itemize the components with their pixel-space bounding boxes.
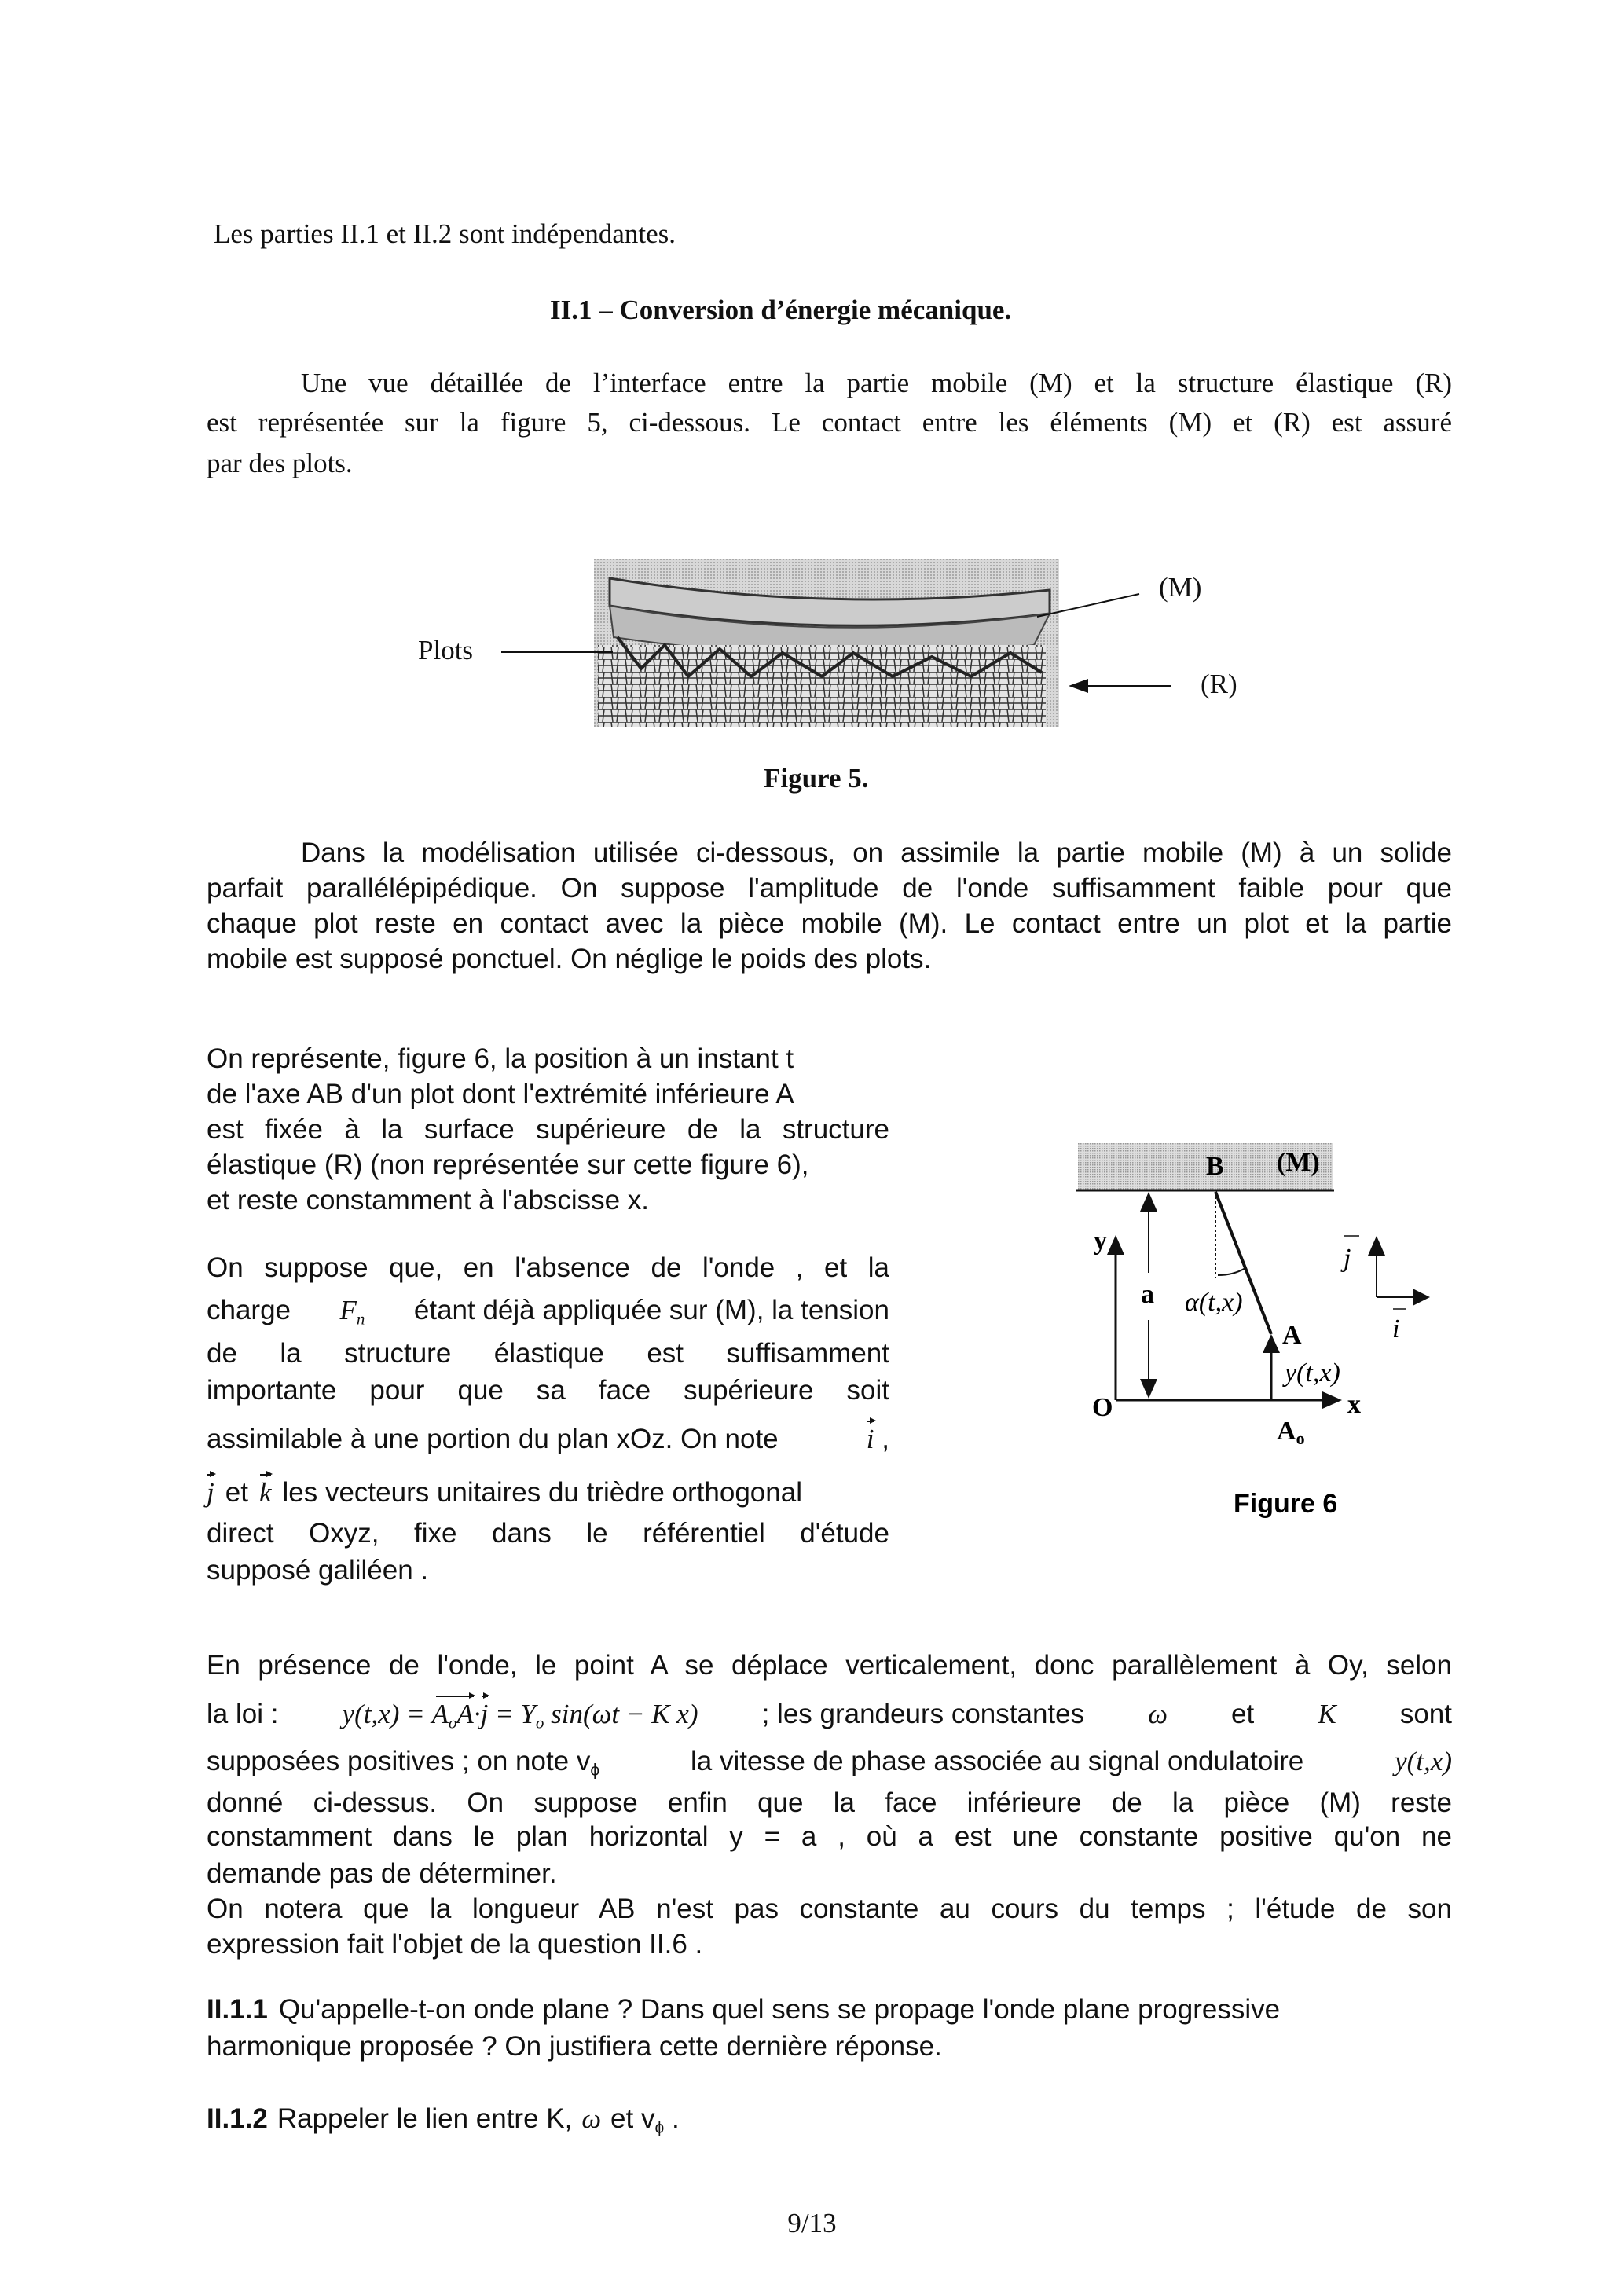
label-m: (M) (1277, 1148, 1320, 1177)
vector-a0a (432, 1700, 474, 1731)
figure6-caption: Figure 6 (1234, 1489, 1338, 1519)
label-b: B (1206, 1152, 1224, 1181)
question-number: II.1.1 (207, 1994, 268, 2025)
math-f (340, 1296, 365, 1327)
para3-line: On représente, figure 6, la position à un instant t (207, 1043, 794, 1074)
text: . (671, 2103, 680, 2134)
figure5-arrows (0, 0, 1624, 786)
question-text: Qu'appelle-t-on onde plane ? Dans quel sens se propage l'onde plane progressive (278, 1994, 1281, 2025)
para4-line (207, 1296, 889, 1327)
para1-line: Une vue détaillée de l’interface entre la partie mobile (M) et la structure élastique (R) (301, 368, 1452, 398)
text: , (882, 1424, 889, 1454)
text: o (1296, 1428, 1305, 1448)
omega: ω (581, 2103, 602, 2134)
text: et v (610, 2103, 655, 2134)
label-a-point: A (1282, 1321, 1302, 1350)
text: la vitesse de phase associée au signal ondulatoire (691, 1746, 1304, 1776)
vector-k: k (258, 1477, 272, 1508)
text: A (1277, 1417, 1296, 1446)
label-y: y (1094, 1226, 1107, 1256)
text: charge (207, 1295, 291, 1325)
label-a: a (1141, 1280, 1154, 1309)
para4-line: On suppose que, en l'absence de l'onde , et la (207, 1252, 889, 1283)
text: y(t,x) = (342, 1699, 425, 1729)
para4-line: de la structure élastique est suffisamment (207, 1338, 889, 1369)
question-text: Rappeler le lien entre K, (277, 2103, 573, 2134)
text: ϕ (590, 1761, 600, 1780)
para5-line: demande pas de déterminer. (207, 1858, 557, 1889)
para5-line: En présence de l'onde, le point A se déplace verticalement, donc parallèlement à Oy, selon (207, 1650, 1452, 1681)
figure5-label-plots: Plots (418, 635, 474, 665)
para5-line: constamment dans le plan horizontal y = a , où a est une constante positive qu'on ne (207, 1821, 1452, 1852)
label-i: i (1392, 1314, 1400, 1344)
label-a0 (1277, 1417, 1305, 1448)
text: étant déjà appliquée sur (M), la tension (413, 1295, 889, 1325)
para5-line: donné ci-dessus. On suppose enfin que la face inférieure de la pièce (M) reste (207, 1787, 1452, 1818)
label-j: j (1344, 1244, 1351, 1273)
page-number: 9/13 (787, 2208, 837, 2238)
math-y: y(t,x) (1395, 1746, 1452, 1776)
text (610, 2105, 680, 2136)
vector-i: i (866, 1424, 874, 1454)
label-alpha: α(t,x) (1185, 1288, 1243, 1317)
question-number: II.1.2 (207, 2103, 268, 2134)
para3-line: de l'axe AB d'un plot dont l'extrémité inférieure A (207, 1079, 794, 1109)
para2-line: chaque plot reste en contact avec la pièce mobile (M). Le contact entre un plot et la partie (207, 908, 1452, 939)
text: la loi : (207, 1699, 279, 1729)
para2-line: mobile est supposé ponctuel. On néglige le poids des plots. (207, 944, 932, 974)
para4-line: importante pour que sa face supérieure soit (207, 1375, 889, 1406)
text: o (448, 1713, 457, 1732)
k-symbol: K (1318, 1699, 1336, 1729)
para3-line: élastique (R) (non représentée sur cette figure 6), (207, 1149, 809, 1180)
text: A (431, 1699, 449, 1729)
text: n (356, 1309, 365, 1329)
para5-line: expression fait l'objet de la question II.6 . (207, 1929, 703, 1960)
vector-j: j (207, 1477, 214, 1508)
para5-line (207, 1747, 1452, 1778)
figure5-label-r: (R) (1201, 669, 1237, 699)
para2-line: parfait parallélépipédique. On suppose l'amplitude de l'onde suffisamment faible pour que (207, 873, 1452, 904)
text (207, 1747, 599, 1778)
text: ϕ (654, 2118, 665, 2137)
question-2 (207, 2105, 680, 2136)
figure5-label-m: (M) (1159, 572, 1202, 603)
para4-line (207, 1425, 889, 1453)
para1-line: est représentée sur la figure 5, ci-dessous. Le contact entre les éléments (M) et (R) est assuré (207, 407, 1452, 438)
label-o: O (1092, 1393, 1113, 1422)
para3-line: et reste constamment à l'abscisse x. (207, 1185, 650, 1215)
text: les vecteurs unitaires du trièdre orthogonal (282, 1477, 802, 1508)
text: · (473, 1699, 481, 1729)
para5-equation-line (207, 1700, 1452, 1731)
para5-line: On notera que la longueur AB n'est pas constante au cours du temps ; l'étude de son (207, 1894, 1452, 1924)
figure6-diagram (1045, 1131, 1532, 1556)
equation (343, 1700, 698, 1731)
figure5-caption: Figure 5. (764, 763, 869, 794)
para1-line: par des plots. (207, 448, 353, 478)
question-1-line2: harmonique proposée ? On justifiera cette dernière réponse. (207, 2031, 942, 2062)
text: assimilable à une portion du plan xOz. On note (207, 1424, 779, 1454)
label-x: x (1347, 1390, 1361, 1419)
text: = Y (495, 1699, 536, 1729)
text: ; les grandeurs constantes (761, 1699, 1085, 1729)
para4-line: direct Oxyz, fixe dans le référentiel d'étude (207, 1518, 889, 1549)
para2-line: Dans la modélisation utilisée ci-dessous, on assimile la partie mobile (M) à un solide (301, 838, 1452, 868)
para4-line: supposé galiléen . (207, 1555, 429, 1586)
question-1 (207, 1996, 1452, 2023)
para4-line (207, 1479, 889, 1506)
para3-line: est fixée à la surface supérieure de la structure (207, 1114, 889, 1145)
text: et (1231, 1699, 1255, 1729)
text: sont (1399, 1699, 1452, 1729)
section-title: II.1 – Conversion d’énergie mécanique. (550, 295, 1012, 325)
text: sin(ωt − K x) (551, 1699, 698, 1729)
text: et (225, 1477, 248, 1508)
vector-j: j (480, 1699, 489, 1729)
text: o (535, 1713, 544, 1732)
text: A (456, 1699, 474, 1729)
text: supposées positives ; on note v (207, 1746, 591, 1776)
intro-text: Les parties II.1 et II.2 sont indépendantes. (214, 218, 676, 249)
text: F (339, 1295, 357, 1325)
label-y-t-x: y(t,x) (1285, 1358, 1340, 1388)
omega: ω (1148, 1699, 1168, 1729)
